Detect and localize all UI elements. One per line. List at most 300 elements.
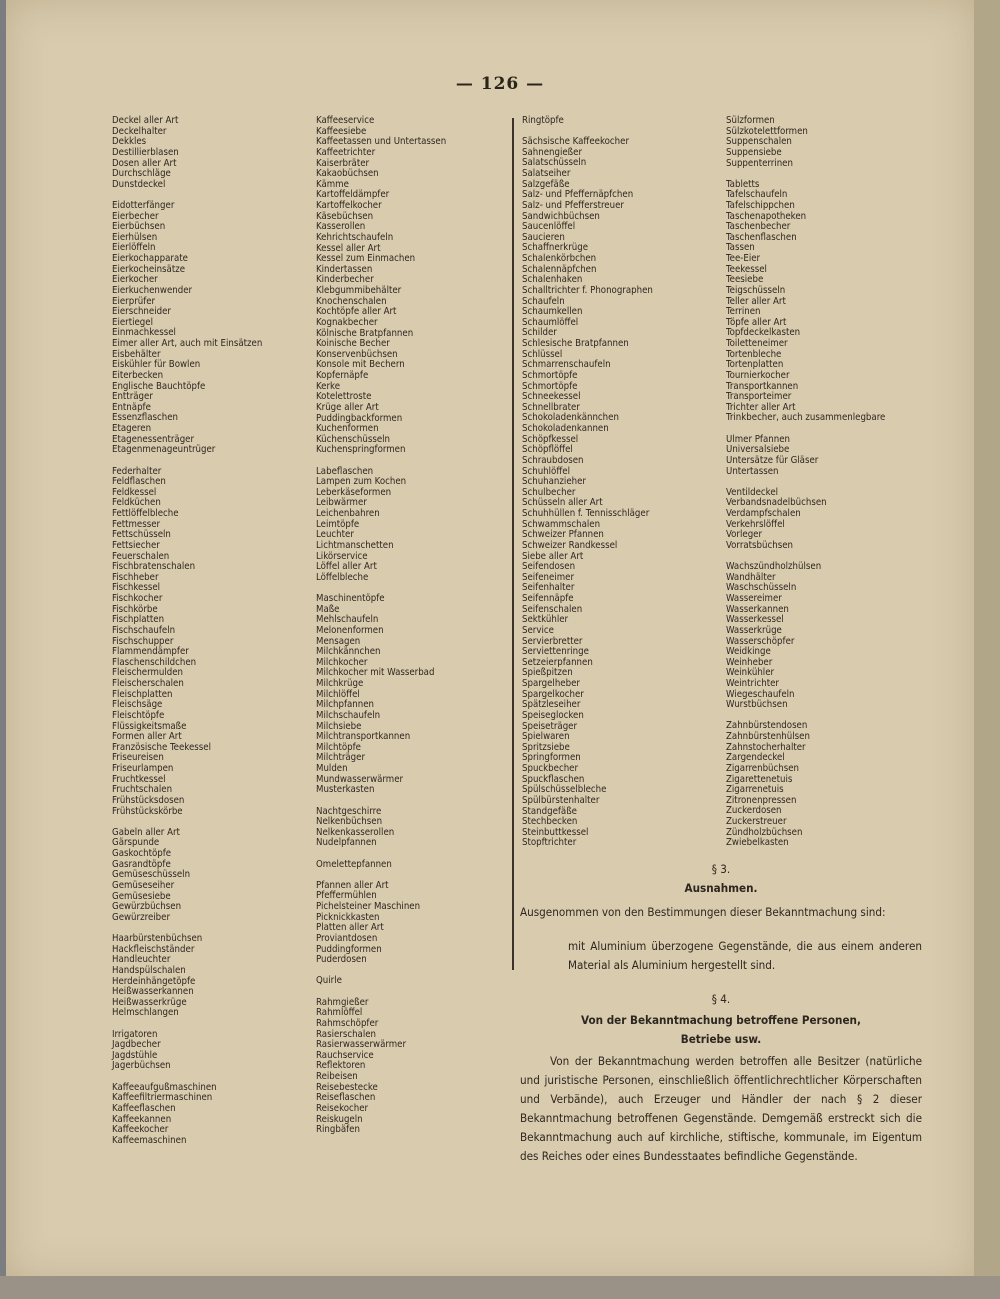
list-item: Deckel aller Art: [112, 115, 179, 126]
list-item: Fischschupper: [112, 635, 174, 647]
list-item: Kakaobüchsen: [316, 168, 379, 180]
list-item: Verbandsnadelbüchsen: [726, 497, 827, 509]
list-item: Herdeinhängetöpfe: [112, 975, 196, 987]
list-item: Zigarrenetuis: [726, 784, 784, 796]
list-item: Rasierschalen: [316, 1028, 377, 1040]
page-number: — 126 —: [455, 74, 545, 94]
list-item: Puddingformen: [316, 943, 382, 955]
list-item: Weintrichter: [726, 678, 779, 689]
list-item: Eierbüchsen: [112, 221, 166, 233]
list-item: Taschenbecher: [726, 221, 791, 233]
list-item: Labeflaschen: [316, 465, 374, 477]
list-item: Fleischerschalen: [112, 678, 184, 690]
list-item: Sülzformen: [726, 115, 775, 126]
list-item: Pfannen aller Art: [316, 879, 389, 891]
list-item: Deckelhalter: [112, 125, 167, 137]
list-item: Schmarrenschaufeln: [522, 359, 611, 371]
list-item: Kerke: [316, 380, 341, 392]
list-item: Schüsseln aller Art: [522, 497, 603, 509]
list-item: Fleischtöpfe: [112, 709, 165, 721]
list-item: Spießpitzen: [522, 667, 573, 679]
section-3-body: mit Aluminium überzogene Gegenstände, die aus einem anderen Material als Aluminium hergestellt sind.: [568, 939, 922, 972]
list-item: Tee-Eier: [726, 253, 761, 265]
list-item: Eiertiegel: [112, 316, 153, 328]
list-item: Platten aller Art: [316, 922, 384, 934]
list-item: Knochenschalen: [316, 295, 387, 307]
list-item: Fleischplatten: [112, 688, 173, 700]
list-item: Schraubdosen: [522, 454, 584, 466]
list-item: Weidkinge: [726, 646, 771, 658]
list-item: Reisebestecke: [316, 1081, 378, 1093]
list-item: Toiletteneimer: [726, 338, 788, 350]
list-item: Salatseiher: [522, 168, 571, 180]
list-item: Sülzkotelettformen: [726, 125, 808, 137]
list-item: Flammendämpfer: [112, 646, 189, 658]
list-item: Pichelsteiner Maschinen: [316, 901, 421, 913]
list-item: Rahmgießer: [316, 996, 369, 1008]
list-item: Zargendeckel: [726, 752, 785, 764]
list-item: Eiskühler für Bowlen: [112, 359, 201, 371]
list-item: Jagdstühle: [112, 1049, 158, 1061]
list-item: Kaffeekocher: [112, 1124, 169, 1136]
list-item: Kaiserbräter: [316, 157, 370, 169]
list-item: Zitronenpressen: [726, 794, 797, 806]
list-item: Omelettepfannen: [316, 858, 392, 870]
list-item: Serviettenringe: [522, 646, 589, 658]
list-item: Fischschaufeln: [112, 624, 176, 636]
list-item: Salzgefäße: [522, 178, 570, 190]
list-item: Topfdeckelkasten: [726, 327, 801, 339]
section-4-heading-line1: Von der Bekanntmachung betroffene Personen,: [581, 1013, 861, 1027]
list-item: Schilder: [522, 327, 557, 339]
list-item: Untersätze für Gläser: [726, 454, 819, 466]
list-item: Ulmer Pfannen: [726, 433, 790, 445]
list-item: Zahnbürstenhülsen: [726, 731, 810, 743]
list-item: Wasserkessel: [726, 614, 784, 626]
list-item: Schaufeln: [522, 295, 565, 307]
list-item: Sektkühler: [522, 614, 569, 626]
list-item: Stopftrichter: [522, 837, 577, 849]
list-item: Kopfernäpfe: [316, 370, 369, 381]
section-3-intro: Ausgenommen von den Bestimmungen dieser Bekanntmachung sind:: [520, 905, 886, 919]
list-item: Mundwasserwärmer: [316, 773, 404, 785]
column-divider: [512, 118, 514, 970]
list-item: Wandhälter: [726, 571, 776, 583]
list-item: Zigarettenetuis: [726, 773, 793, 785]
list-item: Gasrandtöpfe: [112, 858, 171, 870]
list-item: Milchsiebe: [316, 720, 362, 732]
list-item: Flüssigkeitsmaße: [112, 720, 187, 732]
list-item: Melonenformen: [316, 624, 384, 636]
page-edge-bottom: [0, 1276, 1000, 1299]
list-item: Seifenhalter: [522, 582, 575, 594]
page-edge-right: [974, 0, 1000, 1299]
list-item: Schlesische Bratpfannen: [522, 338, 629, 350]
list-item: Teller aller Art: [726, 295, 786, 307]
list-item: Nelkenkasserollen: [316, 826, 395, 838]
list-item: Federhalter: [112, 465, 162, 477]
list-item: Feuerschalen: [112, 550, 170, 562]
list-item: Picknickkasten: [316, 911, 380, 923]
list-item: Eierkochapparate: [112, 253, 188, 265]
list-item: Eidotterfänger: [112, 199, 175, 211]
list-item: Fettsiecher: [112, 539, 160, 551]
list-item: Musterkasten: [316, 784, 375, 796]
list-item: Tassen: [726, 242, 755, 254]
list-item: Milchkrüge: [316, 678, 364, 690]
list-item: Schlüssel: [522, 348, 563, 360]
list-item: Fischkocher: [112, 593, 163, 605]
list-item: Salatschüsseln: [522, 157, 587, 169]
list-item: Milchkocher mit Wasserbad: [316, 667, 435, 679]
list-item: Saucieren: [522, 231, 565, 243]
list-item: Frühstücksdosen: [112, 794, 185, 806]
list-gap: [316, 796, 506, 807]
section-3-number: § 3.: [711, 862, 731, 876]
list-item: Kessel zum Einmachen: [316, 253, 416, 265]
list-item: Gewürzbüchsen: [112, 901, 182, 913]
list-item: Ringtöpfe: [522, 115, 564, 126]
list-item: Gemüseschüsseln: [112, 869, 191, 881]
column-2: [316, 116, 506, 1136]
list-item: Tournierkocher: [726, 369, 790, 381]
list-item: Kartoffelkocher: [316, 200, 382, 211]
list-item: Kasserollen: [316, 221, 366, 233]
list-item: Steinbuttkessel: [522, 826, 589, 838]
list-item: Reisekocher: [316, 1102, 369, 1114]
list-item: Kartoffeldämpfer: [316, 189, 390, 201]
list-item: Teekessel: [726, 263, 767, 275]
list-item: Schweizer Randkessel: [522, 539, 618, 551]
list-item: Spuckflaschen: [522, 773, 585, 785]
list-item: Spülschüsselbleche: [522, 784, 607, 796]
list-item: Puddingbackformen: [316, 412, 403, 424]
list-item: Maße: [316, 603, 340, 615]
list-item: Fettlöffelbleche: [112, 508, 179, 520]
list-item: Reibeisen: [316, 1071, 358, 1083]
list-item: Schaffnerkrüge: [522, 242, 589, 254]
list-item: Spargelkocher: [522, 688, 584, 700]
list-item: Kaffeetassen und Untertassen: [316, 136, 447, 148]
list-item: Durchschläge: [112, 168, 171, 180]
list-item: Tortenplatten: [726, 359, 784, 371]
list-item: Wachszündholzhülsen: [726, 561, 822, 573]
list-item: Vorratsbüchsen: [726, 539, 793, 551]
list-item: Kaffeetrichter: [316, 146, 376, 158]
list-item: Taschenflaschen: [726, 231, 797, 243]
list-item: Seifeneimer: [522, 571, 574, 583]
list-gap: [112, 1019, 302, 1030]
list-item: Wasserschöpfer: [726, 635, 795, 647]
list-item: Formen aller Art: [112, 731, 182, 743]
list-item: Eierkuchenwender: [112, 284, 193, 296]
list-item: Kaffeeaufgußmaschinen: [112, 1081, 217, 1093]
list-item: Flaschenschildchen: [112, 656, 197, 668]
list-item: Heißwasserkrüge: [112, 996, 187, 1008]
list-item: Schuhhüllen f. Tennisschläger: [522, 508, 650, 520]
list-item: Sahnengießer: [522, 146, 582, 158]
list-item: Ringbäfen: [316, 1124, 360, 1136]
list-item: Schuhanzieher: [522, 476, 586, 488]
list-item: Wiegeschaufeln: [726, 688, 795, 700]
list-item: Rahmschöpfer: [316, 1017, 379, 1029]
column-1: [112, 116, 302, 1146]
list-item: Schokoladenkannen: [522, 423, 609, 435]
list-item: Dekkles: [112, 136, 147, 148]
list-item: Mehlschaufeln: [316, 614, 379, 626]
list-item: Kuchenformen: [316, 423, 379, 435]
list-item: Kaffeefiltriermaschinen: [112, 1092, 213, 1104]
list-item: Schalenhaken: [522, 274, 583, 286]
list-item: Springformen: [522, 752, 581, 764]
list-item: Fettschüsseln: [112, 529, 171, 541]
list-item: Zuckerdosen: [726, 805, 782, 817]
list-item: Pfeffermühlen: [316, 890, 377, 902]
list-item: Service: [522, 624, 554, 636]
list-item: Schneekessel: [522, 391, 581, 403]
list-item: Eimer aller Art, auch mit Einsätzen: [112, 338, 263, 350]
list-item: Rahmlöffel: [316, 1007, 363, 1019]
list-item: Seifennäpfe: [522, 593, 574, 605]
list-item: Salz- und Pfefferstreuer: [522, 199, 624, 211]
list-item: Zahnstocherhalter: [726, 741, 806, 753]
list-item: Schwammschalen: [522, 518, 601, 530]
list-item: Entträger: [112, 391, 153, 403]
list-item: Kotelettroste: [316, 391, 372, 403]
section-4-number: § 4.: [711, 992, 731, 1006]
list-item: Eierschneider: [112, 306, 171, 318]
list-item: Schalenkörbchen: [522, 253, 597, 265]
list-item: Trichter aller Art: [726, 401, 796, 413]
list-item: Tafelschaufeln: [726, 189, 788, 201]
section-3-heading: Ausnahmen.: [684, 881, 758, 895]
list-item: Suppenterrinen: [726, 157, 793, 169]
list-item: Siebe aller Art: [522, 550, 584, 562]
list-item: Setzeierpfannen: [522, 656, 593, 668]
list-item: Spätzleseiher: [522, 699, 581, 711]
list-item: Friseurlampen: [112, 763, 174, 775]
list-item: Wasserkannen: [726, 603, 789, 615]
list-item: Maschinentöpfe: [316, 593, 385, 605]
list-item: Schöpflöffel: [522, 444, 573, 456]
list-item: Schulbecher: [522, 486, 576, 498]
list-item: Feldflaschen: [112, 476, 166, 488]
list-item: Saucenlöffel: [522, 221, 576, 233]
list-item: Heißwasserkannen: [112, 986, 194, 998]
list-item: Helmschlangen: [112, 1007, 179, 1019]
list-item: Einmachkessel: [112, 327, 176, 339]
list-item: Lampen zum Kochen: [316, 476, 407, 488]
list-item: Kämme: [316, 178, 349, 190]
list-item: Spülbürstenhalter: [522, 794, 600, 806]
list-item: Handleuchter: [112, 954, 171, 966]
list-item: Suppensiebe: [726, 146, 782, 158]
list-item: Ventildeckel: [726, 486, 779, 498]
list-item: Zahnbürstendosen: [726, 720, 808, 732]
list-item: Fruchtschalen: [112, 784, 173, 796]
list-item: Teesiebe: [726, 274, 764, 286]
list-item: Weinkühler: [726, 667, 775, 679]
list-item: Zigarrenbüchsen: [726, 762, 800, 774]
list-item: Gaskochtöpfe: [112, 848, 172, 860]
list-item: Fischplatten: [112, 614, 165, 626]
list-item: Lichtmanschetten: [316, 539, 394, 551]
list-item: Salz- und Pfeffernäpfchen: [522, 189, 634, 201]
list-item: Transporteimer: [726, 391, 792, 403]
list-item: Dosen aller Art: [112, 157, 177, 169]
list-item: Spargelheber: [522, 678, 580, 690]
list-item: Spritzsiebe: [522, 741, 570, 753]
list-item: Schaumlöffel: [522, 316, 579, 328]
list-item: Tafelschippchen: [726, 199, 795, 211]
list-item: Sächsische Kaffeekocher: [522, 136, 630, 148]
list-item: Milchtransportkannen: [316, 731, 411, 743]
list-item: Jagerbüchsen: [112, 1060, 171, 1072]
list-item: Fleischsäge: [112, 699, 163, 711]
list-item: Handspülschalen: [112, 964, 186, 976]
list-item: Schmortöpfe: [522, 369, 578, 381]
list-item: Stechbecken: [522, 816, 578, 828]
list-item: Entnäpfe: [112, 401, 151, 413]
list-item: Terrinen: [726, 306, 761, 318]
list-item: Untertassen: [726, 465, 779, 477]
list-item: Gemüsesiebe: [112, 890, 171, 902]
list-item: Verdampfschalen: [726, 508, 801, 520]
list-item: Waschschüsseln: [726, 582, 797, 594]
list-item: Spuckbecher: [522, 763, 579, 775]
list-item: Likörservice: [316, 550, 368, 562]
list-item: Mensagen: [316, 635, 361, 647]
list-item: Nachtgeschirre: [316, 805, 382, 817]
list-item: Nudelpfannen: [316, 837, 377, 849]
column-4: [726, 116, 916, 849]
list-item: Kölnische Bratpfannen: [316, 327, 414, 339]
list-item: Gemüseseiher: [112, 879, 175, 891]
list-item: Etageren: [112, 423, 152, 435]
list-gap: [316, 966, 506, 977]
list-item: Eierprüfer: [112, 295, 156, 307]
list-item: Verkehrslöffel: [726, 518, 785, 530]
list-item: Schöpfkessel: [522, 433, 579, 445]
list-item: Essenzflaschen: [112, 412, 178, 424]
list-gap: [112, 456, 302, 467]
list-item: Hackfleischständer: [112, 943, 195, 955]
list-item: Etagenessenträger: [112, 433, 195, 445]
section-4-body: Von der Bekanntmachung werden betroffen alle Besitzer (natürliche und juristische Personen, einschließlich öffentlichrechtlicher Körperschaften und Verbände), auch Erzeuger und Händler der nach § 2 dieser Bekanntmachung betroffenen Gegenstände. Demgemäß erstreckt sich die Bekanntmachung auch auf kirchliche, stiftische, kommunale, im Eigentum des Reiches oder eines Bundesstaates befindliche Gegenstände.: [520, 1054, 922, 1163]
list-item: Löffelbleche: [316, 571, 369, 583]
list-item: Klebgummibehälter: [316, 285, 402, 296]
list-item: Konsole mit Bechern: [316, 359, 405, 371]
section-4-heading-line2: Betriebe usw.: [680, 1032, 762, 1046]
list-item: Schnellbrater: [522, 401, 580, 413]
list-item: Kaffeemaschinen: [112, 1134, 187, 1146]
list-item: Kessel aller Art: [316, 242, 381, 254]
list-item: Wasserkrüge: [726, 624, 782, 636]
list-item: Milchträger: [316, 752, 366, 764]
list-item: Fischbratenschalen: [112, 561, 196, 573]
list-item: Fischkörbe: [112, 603, 158, 615]
list-item: Englische Bauchtöpfe: [112, 380, 206, 392]
list-item: Teigschüsseln: [726, 284, 786, 296]
list-item: Kaffeeservice: [316, 115, 375, 126]
list-item: Schmortöpfe: [522, 380, 578, 392]
list-item: Destillierblasen: [112, 146, 179, 158]
list-item: Koinische Becher: [316, 338, 390, 350]
list-item: Kaffeeflaschen: [112, 1102, 176, 1114]
list-item: Irrigatoren: [112, 1028, 158, 1040]
list-item: Zuckerstreuer: [726, 816, 787, 828]
list-item: Standgefäße: [522, 805, 577, 817]
list-item: Kaffeesiebe: [316, 125, 367, 137]
list-item: Krüge aller Art: [316, 401, 379, 413]
list-item: Jagdbecher: [112, 1039, 161, 1051]
list-item: Feldküchen: [112, 497, 161, 509]
list-item: Kehrichtschaufeln: [316, 231, 394, 243]
list-item: Zwiebelkasten: [726, 837, 789, 849]
list-item: Speiseträger: [522, 720, 578, 732]
list-item: Nelkenbüchsen: [316, 816, 383, 828]
list-item: Leibwärmer: [316, 497, 367, 509]
list-item: Fleischermulden: [112, 667, 184, 679]
list-item: Feldkessel: [112, 486, 157, 498]
list-item: Käsebüchsen: [316, 210, 374, 222]
list-item: Kaffeekannen: [112, 1113, 172, 1125]
list-item: Eierkocheinsätze: [112, 263, 186, 275]
list-item: Töpfe aller Art: [726, 316, 787, 328]
list-item: Seifendosen: [522, 561, 576, 573]
list-item: Konservenbüchsen: [316, 348, 398, 360]
list-item: Schweizer Pfannen: [522, 529, 604, 541]
list-item: Speiseglocken: [522, 709, 584, 721]
list-item: Fischheber: [112, 571, 159, 583]
list-item: Dunstdeckel: [112, 178, 166, 190]
list-item: Eiterbecken: [112, 369, 164, 381]
list-item: Milchlöffel: [316, 688, 360, 700]
list-item: Gärspunde: [112, 837, 160, 849]
list-item: Leberkäseformen: [316, 486, 392, 498]
list-item: Suppenschalen: [726, 136, 792, 148]
list-item: Tortenbleche: [726, 348, 782, 360]
list-item: Milchkännchen: [316, 646, 381, 658]
column-3: [522, 116, 720, 849]
list-item: Milchpfannen: [316, 699, 374, 711]
list-item: Kochtöpfe aller Art: [316, 306, 397, 318]
list-item: Schokoladenkännchen: [522, 412, 619, 424]
list-item: Küchenschüsseln: [316, 433, 391, 445]
list-item: Wassereimer: [726, 593, 782, 604]
list-item: Reiseflaschen: [316, 1092, 376, 1104]
list-item: Spielwaren: [522, 731, 570, 743]
list-item: Etagenmenageuntrüger: [112, 444, 216, 456]
list-item: Weinheber: [726, 656, 773, 668]
list-item: Kuchenspringformen: [316, 444, 406, 456]
list-item: Fruchtkessel: [112, 773, 166, 785]
list-item: Eierlöffeln: [112, 242, 156, 254]
list-item: Zündholzbüchsen: [726, 826, 803, 838]
list-item: Frühstückskörbe: [112, 805, 183, 817]
list-item: Servierbretter: [522, 635, 583, 647]
list-item: Proviantdosen: [316, 932, 378, 944]
list-gap: [316, 456, 506, 467]
list-item: Eierhülsen: [112, 231, 158, 243]
list-item: Leimtöpfe: [316, 518, 360, 530]
list-item: Quirle: [316, 975, 342, 987]
list-item: Kinderbecher: [316, 274, 374, 286]
list-item: Schalennäpfchen: [522, 263, 597, 275]
list-item: Leichenbahren: [316, 508, 380, 520]
list-item: Reflektoren: [316, 1060, 366, 1072]
list-item: Milchtöpfe: [316, 741, 361, 753]
